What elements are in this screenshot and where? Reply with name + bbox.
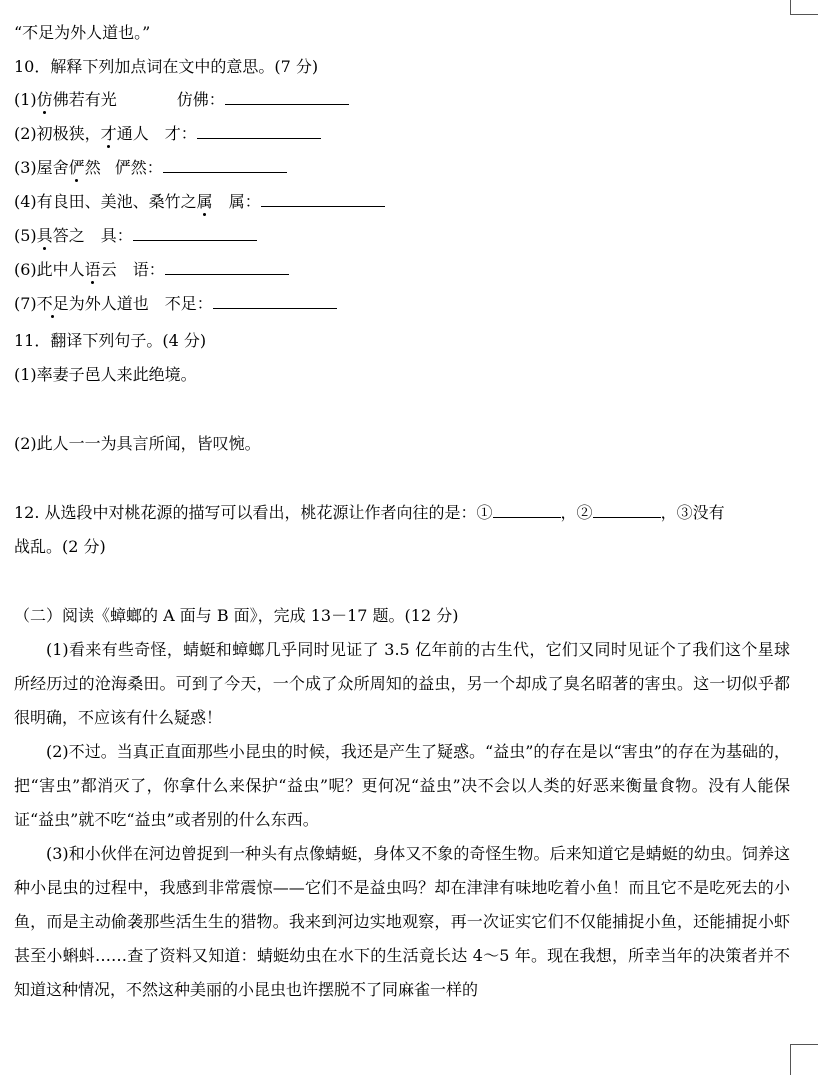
q10-item-4: (4)有良田、美池、桑竹之属 属：: [14, 192, 385, 212]
dotted-word: 语: [84, 260, 101, 279]
q12-continuation: 战乱。(2 分): [14, 537, 106, 556]
top-quote: “不足为外人道也。”: [14, 23, 151, 42]
answer-blank[interactable]: [197, 124, 321, 139]
dotted-word: 不足: [36, 294, 69, 313]
q10-item-6: (6)此中人语云 语：: [14, 260, 289, 280]
answer-blank[interactable]: [165, 260, 289, 275]
dotted-word: 才: [100, 124, 117, 143]
answer-blank[interactable]: [225, 90, 349, 105]
q10-item-3: (3)屋舍俨然 俨然：: [14, 158, 287, 178]
dotted-word: 俨: [68, 158, 85, 177]
q10-item-1: (1)仿佛若有光 仿佛：: [14, 90, 349, 110]
q11-prompt: 11．翻译下列句子。(4 分): [14, 331, 207, 350]
answer-blank-1[interactable]: [493, 503, 561, 518]
passage-paragraph-3: (3)和小伙伴在河边曾捉到一种头有点像蜻蜓，身体又不象的奇怪生物。后来知道它是蜻蜓的幼虫。饲养这种小昆虫的过程中，我感到非常震惊——它们不是益虫吗？却在津津有味地吃着小鱼！而且它不是吃死去的小鱼，而是主动偷袭那些活生生的猎物。我来到河边实地观察，再一次证实它们不仅能捕捉小鱼，还能捕捉小虾甚至小蝌蚪……查了资料又知道：蜻蜓幼虫在水下的生活竟长达 4～5 年。现在我想，所幸当年的决策者并不知道这种情况，不然这种美丽的小昆虫也许摆脱不了同麻雀一样的: [14, 844, 790, 999]
q10-item-5: (5)具答之 具：: [14, 226, 257, 246]
q11-sentence-2: (2)此人一一为具言所闻，皆叹惋。: [14, 434, 261, 453]
dotted-word: 属: [196, 192, 213, 211]
answer-blank[interactable]: [133, 226, 257, 241]
q10-item-7: (7)不足为外人道也 不足：: [14, 294, 337, 314]
answer-blank[interactable]: [163, 158, 287, 173]
q10-item-2: (2)初极狭，才通人 才：: [14, 124, 321, 144]
page-corner-mark-top: [790, 0, 818, 15]
answer-blank[interactable]: [213, 294, 337, 309]
answer-blank-2[interactable]: [593, 503, 661, 518]
passage-paragraph-1: (1)看来有些奇怪，蜻蜓和蟑螂几乎同时见证了 3.5 亿年前的古生代，它们又同时见证个了我们这个星球所经历过的沧海桑田。可到了今天，一个成了众所周知的益虫，另一个却成了臭名昭著的害虫。这一切似乎都很明确，不应该有什么疑惑！: [14, 640, 790, 727]
q11-sentence-1: (1)率妻子邑人来此绝境。: [14, 365, 197, 384]
passage-paragraph-2: (2)不过。当真正直面那些小昆虫的时候，我还是产生了疑惑。“益虫”的存在是以“害虫”的存在为基础的，把“害虫”都消灭了，你拿什么来保护“益虫”呢？更何况“益虫”决不会以人类的好恶来衡量食物。没有人能保证“益虫”就不吃“益虫”或者别的什么东西。: [14, 742, 790, 829]
page-corner-mark-bottom: [790, 1044, 818, 1075]
q12-question: 12. 从选段中对桃花源的描写可以看出，桃花源让作者向往的是：① ，② ，③没有: [14, 503, 725, 522]
dotted-word: 仿: [36, 90, 53, 109]
answer-blank[interactable]: [261, 192, 385, 207]
dotted-word: 具: [36, 226, 53, 245]
q10-prompt: 10．解释下列加点词在文中的意思。(7 分): [14, 57, 319, 76]
section2-heading: （二）阅读《蟑螂的 A 面与 B 面》，完成 13－17 题。(12 分): [14, 606, 459, 625]
